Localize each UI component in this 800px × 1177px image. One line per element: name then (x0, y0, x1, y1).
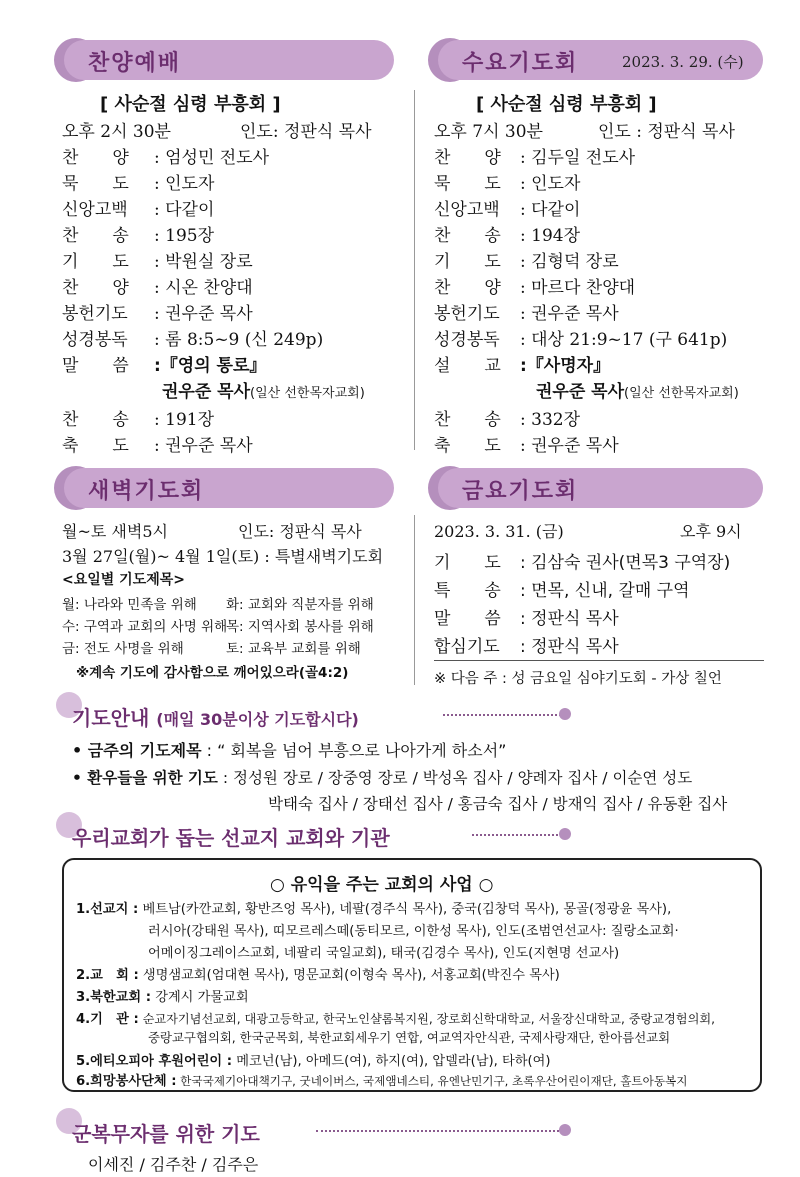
row-value: : 시온 찬양대 (154, 278, 253, 298)
wednesday-row (434, 273, 635, 298)
heading-dot-end (559, 708, 571, 720)
row-value: : 권우준 목사 (154, 436, 253, 456)
row-value: : 다같이 (520, 200, 581, 220)
row-value: : 인도자 (520, 174, 581, 194)
sunday-row (62, 221, 214, 246)
prayer-item-patients-cont: 박태숙 집사 / 장태선 집사 / 홍금숙 집사 / 방재익 집사 / 유동환 집사 (268, 795, 728, 813)
mission-value: 메코넌(남), 아메드(여), 하지(여), 압델라(남), 타하(여) (232, 1054, 551, 1069)
mission-title: 우리교회가 돕는 선교지 교회와 기관 (72, 826, 390, 850)
wednesday-row (434, 247, 619, 272)
row-value: : 정판식 목사 (520, 637, 619, 657)
topic-item: 금: 전도 사명을 위해 (62, 641, 184, 657)
wednesday-row (434, 299, 619, 324)
prayer-label: • 금주의 기도제목 (72, 741, 202, 760)
row-value: : 191장 (154, 410, 215, 430)
dawn-title: 새벽기도회 (88, 479, 205, 504)
mission-line (76, 898, 671, 917)
row-value: : 195장 (154, 226, 215, 246)
wednesday-subtitle: [ 사순절 심령 부흥회 ] (476, 94, 657, 115)
row-label: 특 송 (434, 581, 501, 601)
wednesday-row (434, 431, 619, 456)
sunday-row (62, 169, 214, 194)
sermon-title: :『영의 통로』 (154, 356, 267, 376)
heading-dot-end (559, 828, 571, 840)
prayer-value: : 정성원 장로 / 장중영 장로 / 박성옥 집사 / 양례자 집사 / 이순연 성도 (222, 769, 693, 787)
mission-line (76, 964, 560, 983)
prayer-guide-paren: (매일 30분이상 기도합시다) (156, 710, 359, 729)
wednesday-sermon-row (434, 351, 610, 376)
dawn-verse: ※계속 기도에 감사함으로 깨어있으라(골4:2) (76, 665, 349, 681)
prayer-item-patients (72, 766, 692, 788)
mission-value: 강계시 가물교회 (151, 990, 249, 1005)
sunday-leader: 인도: 정판식 목사 (240, 122, 372, 142)
row-value: : 다같이 (154, 200, 215, 220)
preacher-note: (일산 선한목자교회) (250, 386, 365, 401)
row-label: 축 도 (434, 436, 501, 456)
row-value: : 엄성민 전도사 (154, 148, 270, 168)
row-label: 합심기도 (434, 637, 500, 657)
mission-label: 5.에티오피아 후원어린이 : (76, 1054, 233, 1069)
wednesday-row (434, 195, 580, 220)
row-value: : 김형덕 장로 (520, 252, 619, 272)
mission-line (76, 1070, 687, 1089)
topic-item: 토: 교육부 교회를 위해 (226, 641, 361, 657)
topic-item: 목: 지역사회 봉사를 위해 (226, 619, 374, 635)
row-label: 신앙고백 (434, 200, 500, 220)
prayer-label: • 환우들을 위한 기도 (72, 769, 218, 787)
prayer-item-weekly (72, 738, 506, 761)
mission-box-title: ○ 유익을 주는 교회의 사업 ○ (270, 875, 494, 895)
sunday-row (62, 273, 253, 298)
wednesday-row (434, 143, 635, 168)
wednesday-date: 2023. 3. 29. (수) (622, 53, 744, 71)
mission-line (76, 1050, 551, 1069)
mission-value: 생명샘교회(엄대현 목사), 명문교회(이형숙 목사), 서홍교회(박진수 목사) (138, 968, 560, 983)
wednesday-row (434, 169, 580, 194)
row-label: 봉헌기도 (62, 304, 128, 324)
row-label: 찬 송 (434, 226, 501, 246)
friday-title: 금요기도회 (462, 479, 579, 504)
row-label: 기 도 (434, 252, 501, 272)
sunday-sermon-row (62, 351, 266, 376)
heading-dotted-line (316, 1130, 559, 1132)
row-label: 말 씀 (434, 609, 501, 629)
row-label: 찬 송 (434, 410, 501, 430)
row-label: 찬 송 (62, 410, 129, 430)
mission-line (148, 942, 619, 961)
row-label: 찬 송 (62, 226, 129, 246)
mission-line (148, 1028, 670, 1046)
dawn-leader: 인도: 정판식 목사 (238, 522, 362, 541)
heading-dotted-line (472, 834, 562, 836)
sunday-time: 오후 2시 30분 (62, 122, 171, 142)
mission-line (148, 920, 679, 939)
sunday-row (62, 405, 214, 430)
mission-value: 중랑교구협의회, 한국군목회, 북한교회세우기 연합, 여교역자안식관, 국제사랑재단, 한아름선교회 (148, 1030, 671, 1045)
row-value: : 권우준 목사 (520, 436, 619, 456)
friday-row (434, 576, 690, 601)
wednesday-row (434, 325, 727, 350)
row-value: : 정판식 목사 (520, 609, 619, 629)
wednesday-title: 수요기도회 (462, 51, 579, 76)
row-label: 찬 양 (434, 148, 501, 168)
wednesday-time: 오후 7시 30분 (434, 122, 543, 142)
sunday-row (62, 299, 253, 324)
prayer-value: : “ 회복을 넘어 부흥으로 나아가게 하소서” (206, 741, 507, 760)
row-value: : 김두일 전도사 (520, 148, 636, 168)
mission-value: 러시아(강태원 목사), 띠모르레스떼(동티모르, 이한성 목사), 인도(조범연선교사: 질랑소교회· (148, 924, 679, 939)
mission-label: 3.북한교회 : (76, 990, 152, 1005)
row-value: : 권우준 목사 (520, 304, 619, 324)
row-value: : 인도자 (154, 174, 215, 194)
row-label: 기 도 (62, 252, 129, 272)
sunday-row (62, 325, 323, 350)
dawn-topics-header: <요일별 기도제목> (62, 572, 186, 588)
row-label: 기 도 (434, 553, 501, 573)
heading-dotted-line (443, 714, 561, 716)
friday-time: 오후 9시 (680, 522, 742, 541)
friday-next-note: ※ 다음 주 : 성 금요일 심야기도회 - 가상 칠언 (434, 671, 722, 687)
preacher-name: 권우준 목사 (536, 382, 625, 402)
row-label: 신앙고백 (62, 200, 128, 220)
row-value: : 대상 21:9~17 (구 641p) (520, 330, 728, 350)
soldiers-names: 이세진 / 김주찬 / 김주은 (88, 1155, 259, 1174)
row-label: 봉헌기도 (434, 304, 500, 324)
row-value: : 332장 (520, 410, 581, 430)
sunday-preacher-row (162, 377, 365, 402)
wednesday-preacher-row (536, 377, 739, 402)
sunday-subtitle: [ 사순절 심령 부흥회 ] (100, 94, 281, 115)
wednesday-row (434, 221, 580, 246)
mission-label: 2.교 회 : (76, 968, 139, 983)
topic-item: 월: 나라와 민족을 위해 (62, 597, 197, 613)
row-label: 성경봉독 (62, 330, 128, 350)
row-value: : 롬 8:5~9 (신 249p) (154, 330, 324, 350)
row-value: : 면목, 신내, 갈매 구역 (520, 581, 690, 601)
wednesday-leader: 인도 : 정판식 목사 (598, 122, 735, 142)
sunday-row (62, 247, 253, 272)
row-label: 묵 도 (434, 174, 501, 194)
sunday-row (62, 143, 269, 168)
dawn-topic-row (62, 637, 361, 657)
row-label: 말 씀 (62, 356, 129, 376)
row-label: 축 도 (62, 436, 129, 456)
sermon-title: :『사명자』 (520, 356, 611, 376)
row-value: : 마르다 찬양대 (520, 278, 636, 298)
dawn-special: 3월 27일(월)~ 4월 1일(토) : 특별새벽기도회 (62, 547, 384, 566)
heading-dot-end (559, 1124, 571, 1136)
sunday-title: 찬양예배 (88, 51, 182, 76)
prayer-guide-title-text: 기도안내 (72, 706, 150, 730)
row-label: 찬 양 (62, 148, 129, 168)
friday-row (434, 632, 619, 657)
friday-row (434, 548, 730, 573)
topic-item: 수: 구역과 교회의 사명 위해 (62, 619, 228, 635)
mission-value: 순교자기념선교회, 대광고등학교, 한국노인샬롬복지원, 장로회신학대학교, 서울장신대학교, 중랑교경험의회, (138, 1012, 715, 1026)
row-value: : 김삼숙 권사(면목3 구역장) (520, 553, 731, 573)
soldiers-title: 군복무자를 위한 기도 (72, 1122, 260, 1146)
row-label: 설 교 (434, 356, 501, 376)
preacher-name: 권우준 목사 (162, 382, 251, 402)
mission-label: 4.기 관 : (76, 1012, 139, 1027)
column-divider (414, 515, 415, 685)
dawn-time: 월~토 새벽5시 (62, 522, 168, 541)
friday-date: 2023. 3. 31. (금) (434, 522, 564, 541)
friday-row (434, 604, 619, 629)
dawn-topic-row (62, 593, 374, 613)
row-label: 찬 양 (434, 278, 501, 298)
row-value: : 194장 (520, 226, 581, 246)
mission-value: 한국국제기아대책기구, 굿네이버스, 국제앰네스티, 유엔난민기구, 초록우산어린이재단, 홀트아동복지 (176, 1074, 688, 1088)
topic-item: 화: 교회와 직분자를 위해 (226, 597, 374, 613)
sunday-row (62, 431, 253, 456)
mission-line (76, 986, 249, 1005)
mission-value: 베트남(카깐교회, 황반즈엉 목사), 네팔(경주식 목사), 중국(김창덕 목사), 몽골(정광윤 목사), (138, 902, 672, 917)
preacher-note: (일산 선한목자교회) (624, 386, 739, 401)
row-value: : 권우준 목사 (154, 304, 253, 324)
row-value: : 박원실 장로 (154, 252, 253, 272)
row-label: 성경봉독 (434, 330, 500, 350)
column-divider (414, 90, 415, 450)
friday-divider (434, 660, 764, 661)
row-label: 찬 양 (62, 278, 129, 298)
mission-label: 6.희망봉사단체 : (76, 1074, 177, 1089)
sunday-row (62, 195, 214, 220)
prayer-guide-title (72, 702, 359, 731)
mission-line (76, 1008, 715, 1027)
row-label: 묵 도 (62, 174, 129, 194)
mission-label: 1.선교지 : (76, 902, 139, 917)
mission-value: 어메이징그레이스교회, 네팔리 국일교회), 태국(김경수 목사), 인도(지현명 선교사) (148, 946, 620, 961)
wednesday-row (434, 405, 580, 430)
dawn-topic-row (62, 615, 374, 635)
